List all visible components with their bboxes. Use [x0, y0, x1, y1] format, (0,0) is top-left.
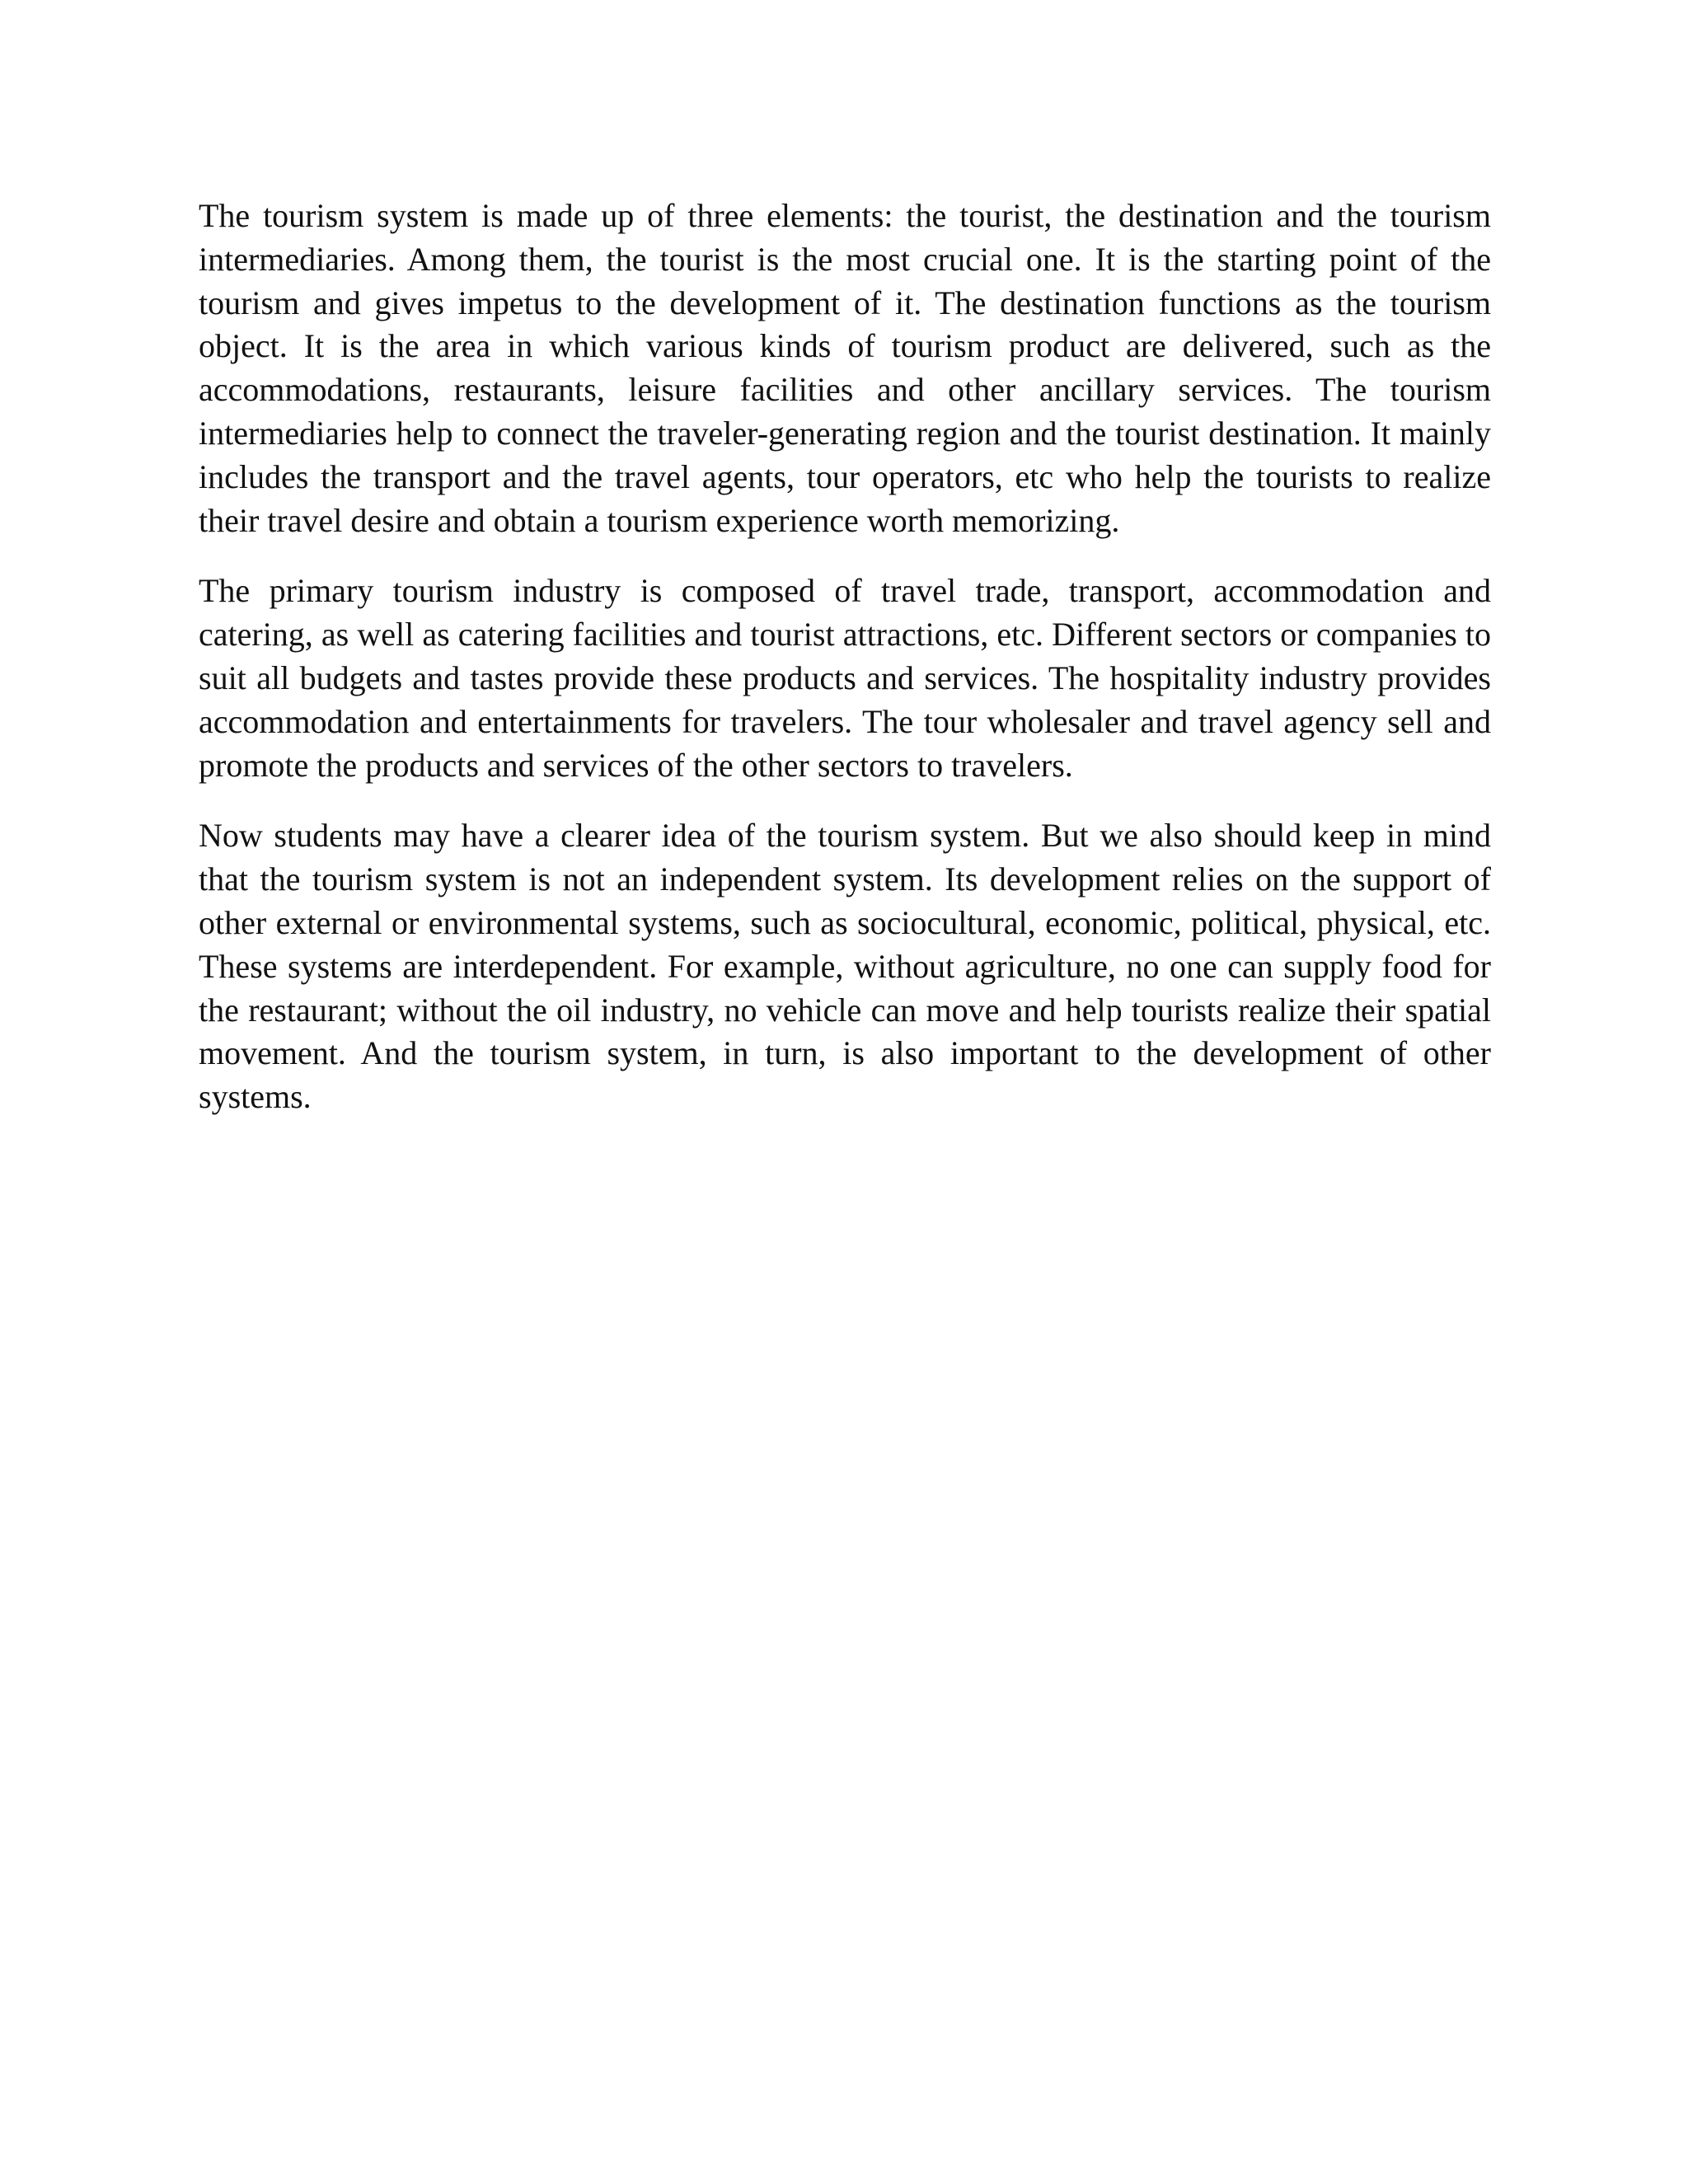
document-body — [199, 194, 1491, 1146]
paragraph-interdependent-systems: Now students may have a clearer idea of the tourism system. But we also should keep in mind that the tourism system is not an independent system. Its development relies on the support of other external or environmental systems, such as sociocultural, economic, political, physical, etc. These systems are interdependent. For example, without agriculture, no one can supply food for the restaurant; without the oil industry, no vehicle can move and help tourists realize their spatial movement. And the tourism system, in turn, is also important to the development of other systems. — [199, 817, 1491, 1116]
paragraph-tourism-system-elements: The tourism system is made up of three elements: the tourist, the destination and the tourism intermediaries. Among them, the tourist is the most crucial one. It is the starting point of the tourism and gives impetus to the development of it. The destination functions as the tourism object. It is the area in which various kinds of tourism product are delivered, such as the accommodations, restaurants, leisure facilities and other ancillary services. The tourism intermediaries help to connect the traveler-generating region and the tourist destination. It mainly includes the transport and the travel agents, tour operators, etc who help the tourists to realize their travel desire and obtain a tourism experience worth memorizing. — [199, 197, 1491, 539]
paragraph-primary-tourism-industry: The primary tourism industry is composed of travel trade, transport, accommodation and catering, as well as catering facilities and tourist attractions, etc. Different sectors or companies to suit all budgets and tastes provide these products and services. The hospitality industry provides accommodation and entertainments for travelers. The tour wholesaler and travel agency sell and promote the products and services of the other sectors to travelers. — [199, 572, 1491, 784]
